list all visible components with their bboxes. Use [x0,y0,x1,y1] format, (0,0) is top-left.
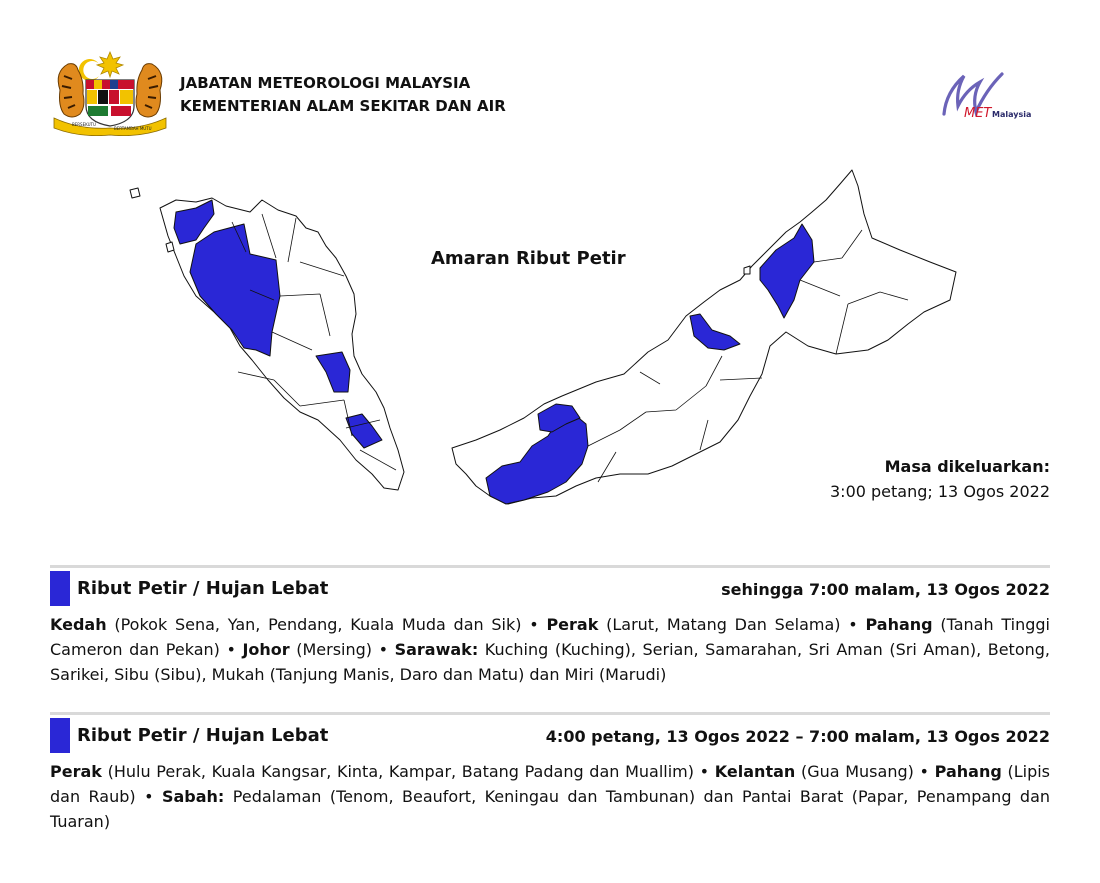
state-name: Kelantan [714,762,796,781]
warning-areas: Perak (Hulu Perak, Kuala Kangsar, Kinta, Kampar, Batang Padang dan Muallim) • Kelantan (Gua Musang) • Pahang (Lipis dan Raub) • Sabah: Pedalaman (Tenom, Beaufort, Keningau dan Tambunan) dan Pantai Barat (Papar, Penampang dan Tuaran) [50,762,1051,831]
state-name: Perak [546,615,599,634]
labuan-island [744,266,750,274]
state-name: Kedah [50,615,107,634]
crest-motto-top: BERSEKUTU [72,122,96,127]
warning-section-1 [50,565,1050,687]
section-marker [50,571,70,606]
logo-met-text: MET [964,106,992,120]
warning-title: Ribut Petir / Hujan Lebat [77,725,329,746]
logo-malaysia-text: Malaysia [992,110,1032,119]
issued-time: 3:00 petang; 13 Ogos 2022 [830,482,1050,501]
met-malaysia-logo [936,68,1046,120]
district-list: (Mersing) [296,640,373,659]
header [50,50,1050,140]
issued-label: Masa dikeluarkan: [884,457,1050,476]
district-list: (Hulu Perak, Kuala Kangsar, Kinta, Kampar, Batang Padang dan Muallim) [107,762,694,781]
state-name: Johor [242,640,290,659]
ministry-name: KEMENTERIAN ALAM SEKITAR DAN AIR [180,97,506,115]
state-name: Pahang [865,615,933,634]
district-list: (Pokok Sena, Yan, Pendang, Kuala Muda dan Sik) [114,615,522,634]
peninsular-malaysia [130,188,404,490]
district-list: (Tanah Tinggi Cameron dan Pekan) [50,615,1050,659]
district-list: (Larut, Matang Dan Selama) [606,615,841,634]
district-list: (Gua Musang) [800,762,914,781]
state-name: Perak [50,762,102,781]
district-list: Pedalaman (Tenom, Beaufort, Keningau dan Tambunan) dan Pantai Barat (Papar, Penampang dan Tuaran) [50,787,1051,831]
penang-island [166,242,174,252]
issued-info [830,454,1050,504]
warning-period: sehingga 7:00 malam, 13 Ogos 2022 [721,580,1050,599]
warning-section-2 [50,712,1050,834]
malaysia-coat-of-arms-icon [50,50,170,136]
section-marker [50,718,70,753]
agency-name: JABATAN METEOROLOGI MALAYSIA [180,74,471,92]
warning-title: Ribut Petir / Hujan Lebat [77,578,329,599]
langkawi-island [130,188,140,198]
warning-areas: Kedah (Pokok Sena, Yan, Pendang, Kuala Muda dan Sik) • Perak (Larut, Matang Dan Selama) • Pahang (Tanah Tinggi Cameron dan Pekan) • Johor (Mersing) • Sarawak: Kuching (Kuching), Serian, Samarahan, Sri Aman (Sri Aman), Betong, Sarikei, Sibu (Sibu), Mukah (Tanjung Manis, Daro dan Matu) dan Miri (Marudi) [50,615,1050,684]
state-name: Sarawak: [394,640,479,659]
crest-motto-bottom: BERTAMBAH MUTU [114,126,152,131]
district-list: Kuching (Kuching), Serian, Samarahan, Sri Aman (Sri Aman), Betong, Sarikei, Sibu (Sibu), Mukah (Tanjung Manis, Daro dan Matu) dan Miri (Marudi) [50,640,1050,684]
state-name: Pahang [934,762,1002,781]
state-name: Sabah: [161,787,225,806]
warning-period: 4:00 petang, 13 Ogos 2022 – 7:00 malam, 13 Ogos 2022 [545,727,1050,746]
map-title: Amaran Ribut Petir [431,248,626,269]
district-list: (Lipis dan Raub) [50,762,1051,806]
